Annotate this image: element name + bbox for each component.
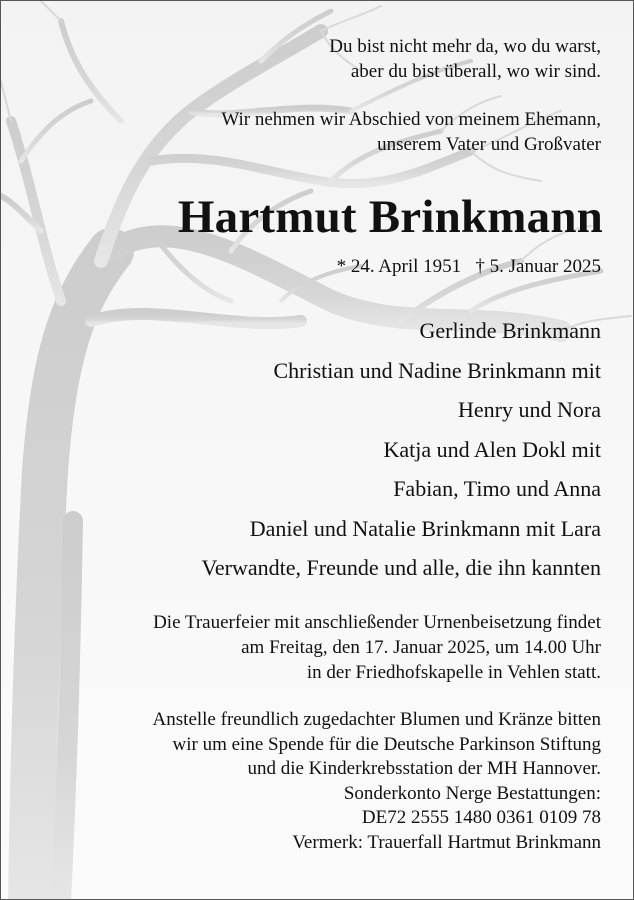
ceremony-info xyxy=(153,610,601,685)
donation-line: Anstelle freundlich zugedachter Blumen und Kränze bitten xyxy=(152,709,601,730)
donation-line: und die Kinderkrebsstation der MH Hannover. xyxy=(247,758,601,779)
mourner-line: Gerlinde Brinkmann xyxy=(419,318,601,343)
intro-line: unserem Vater und Großvater xyxy=(377,134,601,155)
mourner-line: Fabian, Timo und Anna xyxy=(393,476,601,501)
ceremony-line: Die Trauerfeier mit anschließender Urnenbeisetzung findet xyxy=(153,612,601,633)
donation-info xyxy=(153,708,601,855)
quote-line: aber du bist überall, wo wir sind. xyxy=(350,61,601,82)
deceased-name: Hartmut Brinkmann xyxy=(177,191,603,243)
mourner-line: Verwandte, Freunde und alle, die ihn kannten xyxy=(201,555,601,580)
life-dates: * 24. April 1951 † 5. Januar 2025 xyxy=(336,256,601,277)
mourners-list xyxy=(201,311,601,588)
ceremony-line: in der Friedhofskapelle in Vehlen statt. xyxy=(306,662,601,683)
quote-line: Du bist nicht mehr da, wo du warst, xyxy=(329,36,601,57)
donation-reference-line: Vermerk: Trauerfall Hartmut Brinkmann xyxy=(292,831,601,853)
bank-account-line: DE72 2555 1480 0361 0109 78 xyxy=(361,807,601,828)
mourner-line: Christian und Nadine Brinkmann mit xyxy=(273,357,601,383)
donation-line: Sonderkonto Nerge Bestattungen: xyxy=(343,782,601,804)
donation-line: wir um eine Spende für die Deutsche Parkinson Stiftung xyxy=(172,733,601,755)
mourner-line: Henry und Nora xyxy=(458,397,601,422)
farewell-intro xyxy=(221,107,601,157)
obituary-content xyxy=(1,1,634,900)
mourner-line: Katja und Alen Dokl mit xyxy=(383,436,601,462)
ceremony-line: am Freitag, den 17. Januar 2025, um 14.00 Uhr xyxy=(241,637,601,658)
intro-line: Wir nehmen wir Abschied von meinem Ehemann, xyxy=(221,109,601,130)
mourner-line: Daniel und Natalie Brinkmann mit Lara xyxy=(249,515,601,541)
memorial-quote xyxy=(329,34,601,84)
